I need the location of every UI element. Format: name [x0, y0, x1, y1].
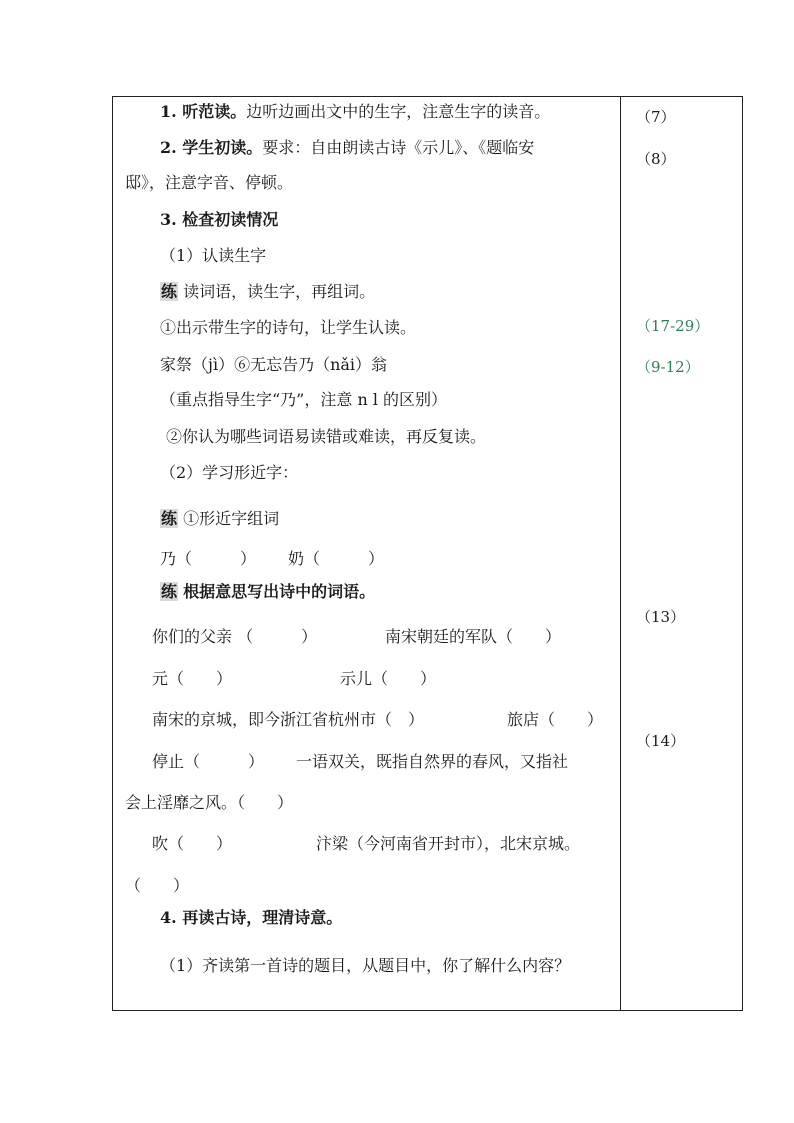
word-yuan-blank: 元（ ）: [152, 669, 233, 688]
step-3-heading: 3. 检查初读情况: [160, 210, 279, 229]
pun-description-cont: 会上淫靡之风。（ ）: [125, 793, 294, 812]
practice-tag: 练: [161, 282, 178, 301]
practice-line-2: [160, 509, 279, 529]
word-shier-blank: 示儿（ ）: [340, 669, 437, 688]
step-2-line: [160, 138, 534, 158]
note-17-29: （17-29）: [636, 317, 710, 335]
bianliang-description: 汴梁（今河南省开封市），北宋京城。: [316, 834, 581, 853]
practice-text-2: ①形近字组词: [183, 509, 280, 528]
pun-description: 一语双关，既指自然界的春风，又指社: [296, 752, 569, 771]
column-divider: [620, 96, 621, 1011]
step-4-question: （1）齐读第一首诗的题目，从题目中，你了解什么内容？: [160, 956, 571, 975]
step-4-heading: 4. 再读古诗，理清诗意。: [160, 908, 343, 927]
sub-step-recognize: （1）认读生字: [160, 246, 267, 265]
note-14: （14）: [636, 732, 686, 750]
reread-instruction: ②你认为哪些词语易读错或难读，再反复读。: [166, 427, 487, 446]
word-inn-blank: 旅店（ ）: [507, 710, 604, 729]
sub-step-similar-chars: （2）学习形近字：: [160, 463, 299, 482]
poem-words-pinyin: 家祭（jì）⑥无忘告乃（nǎi）翁: [160, 355, 388, 374]
word-army-blank: 南宋朝廷的军队（ ）: [385, 627, 562, 646]
step-2-heading: 2. 学生初读。: [160, 138, 263, 157]
word-capital-blank: 南宋的京城，即今浙江省杭州市（ ）: [152, 710, 425, 729]
practice-tag: 练: [161, 509, 178, 528]
step-2-continuation: 邸》，注意字音、停顿。: [125, 173, 294, 192]
note-8: （8）: [636, 150, 676, 168]
pronunciation-note: （重点指导生字“乃”，注意 n l 的区别）: [160, 390, 448, 409]
note-7: （7）: [636, 108, 676, 126]
step-1-line: [160, 102, 550, 122]
practice-line-1: [160, 282, 375, 302]
char-nai-blank: 乃（ ）: [160, 549, 257, 568]
bianliang-blank: （ ）: [125, 876, 190, 895]
step-1-heading: 1. 听范读。: [160, 102, 247, 121]
practice-text-1: 读词语，读生字，再组词。: [183, 282, 376, 301]
practice-line-3: [160, 582, 375, 602]
char-nai2-blank: 奶（ ）: [288, 549, 385, 568]
poem-line-instruction: ①出示带生字的诗句，让学生认读。: [160, 318, 417, 337]
practice-text-3: 根据意思写出诗中的词语。: [183, 582, 376, 601]
note-13: （13）: [636, 608, 686, 626]
word-blow-blank: 吹（ ）: [152, 834, 233, 853]
practice-tag: 练: [161, 582, 178, 601]
step-2-text: 要求：自由朗读古诗《示儿》、《题临安: [262, 138, 535, 157]
step-1-text: 边听边画出文中的生字，注意生字的读音。: [246, 102, 551, 121]
word-father-blank: 你们的父亲 （ ）: [152, 627, 318, 646]
word-stop-blank: 停止（ ）: [152, 752, 265, 771]
note-9-12: （9-12）: [636, 358, 700, 376]
